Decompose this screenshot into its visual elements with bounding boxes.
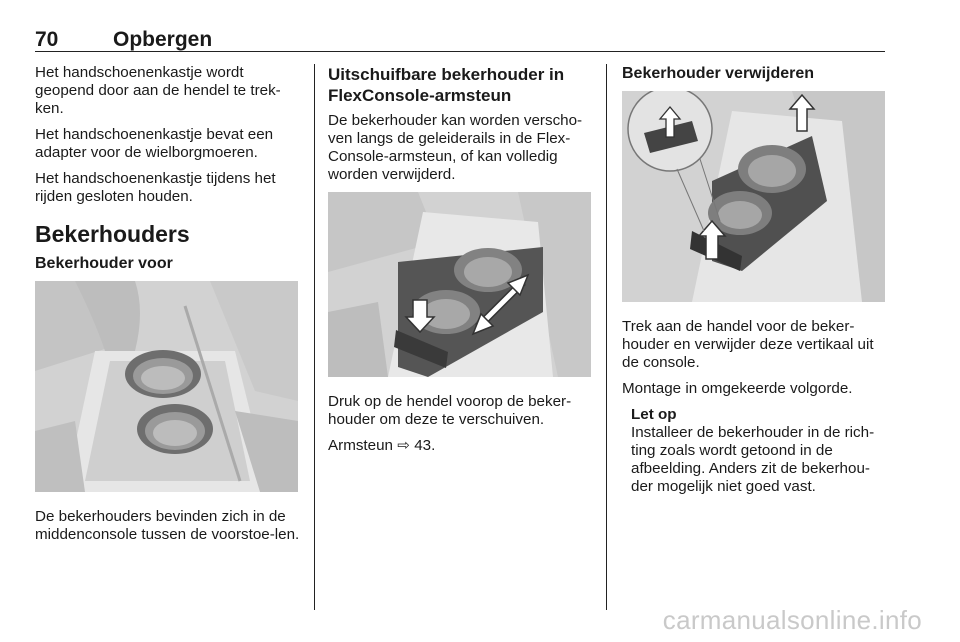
remove-cupholder-illustration [622, 91, 885, 302]
paragraph-glovebox-closed: Het handschoenenkastje tijdens het rijden gesloten houden. [35, 170, 276, 205]
chapter-title: Opbergen [113, 28, 213, 51]
paragraph-press-lever: Druk op de hendel voorop de beker-houder om deze te verschuiven. [328, 393, 572, 428]
section-heading-remove-cupholder: Bekerhouder verwijderen [622, 65, 815, 82]
section-heading-sliding-cupholder: Uitschuifbare bekerhouder in FlexConsole-armsteun [328, 65, 565, 105]
column-3 [622, 64, 888, 496]
paragraph-mounting: Montage in omgekeerde volgorde. [622, 380, 853, 397]
reference-label: Armsteun [328, 437, 393, 454]
header-rule [35, 51, 885, 52]
reference-armrest[interactable] [328, 437, 593, 455]
watermark: carmanualsonline.info [662, 605, 922, 635]
paragraph-sliding-cupholder: De bekerhouder kan worden verscho-ven langs de geleiderails in de Flex-Console-armsteun, of kan volledig worden verwijderd. [328, 112, 583, 183]
page-header [35, 28, 885, 52]
front-cupholder-illustration [35, 281, 298, 492]
reference-page: 43. [414, 437, 436, 454]
note-text: Installeer de bekerhouder in de rich-ting zoals wordt getoond in de afbeelding. Anders zit de bekerhou-der mogelijk niet goed vast. [631, 424, 875, 495]
column-divider-2 [606, 64, 607, 610]
note-box [631, 406, 888, 496]
section-heading-cupholders: Bekerhouders [35, 221, 190, 247]
paragraph-glovebox-open: Het handschoenenkastje wordt geopend door aan de hendel te trek-ken. [35, 64, 281, 117]
paragraph-pull-handle: Trek aan de handel voor de beker-houder en verwijder deze vertikaal uit de console. [622, 318, 874, 371]
page-reference-icon: ⇨ [397, 437, 410, 454]
paragraph-glovebox-adapter: Het handschoenenkastje bevat een adapter voor de wielborgmoeren. [35, 126, 274, 161]
column-2 [328, 64, 593, 463]
column-divider-1 [314, 64, 315, 610]
page-number: 70 [35, 28, 59, 51]
sliding-cupholder-illustration [328, 192, 591, 377]
caption-front-cupholder: De bekerhouders bevinden zich in de middenconsole tussen de voorstoe-len. [35, 508, 300, 543]
note-title: Let op [631, 406, 677, 423]
subheading-front-cupholder: Bekerhouder voor [35, 255, 173, 272]
column-1 [35, 64, 303, 552]
